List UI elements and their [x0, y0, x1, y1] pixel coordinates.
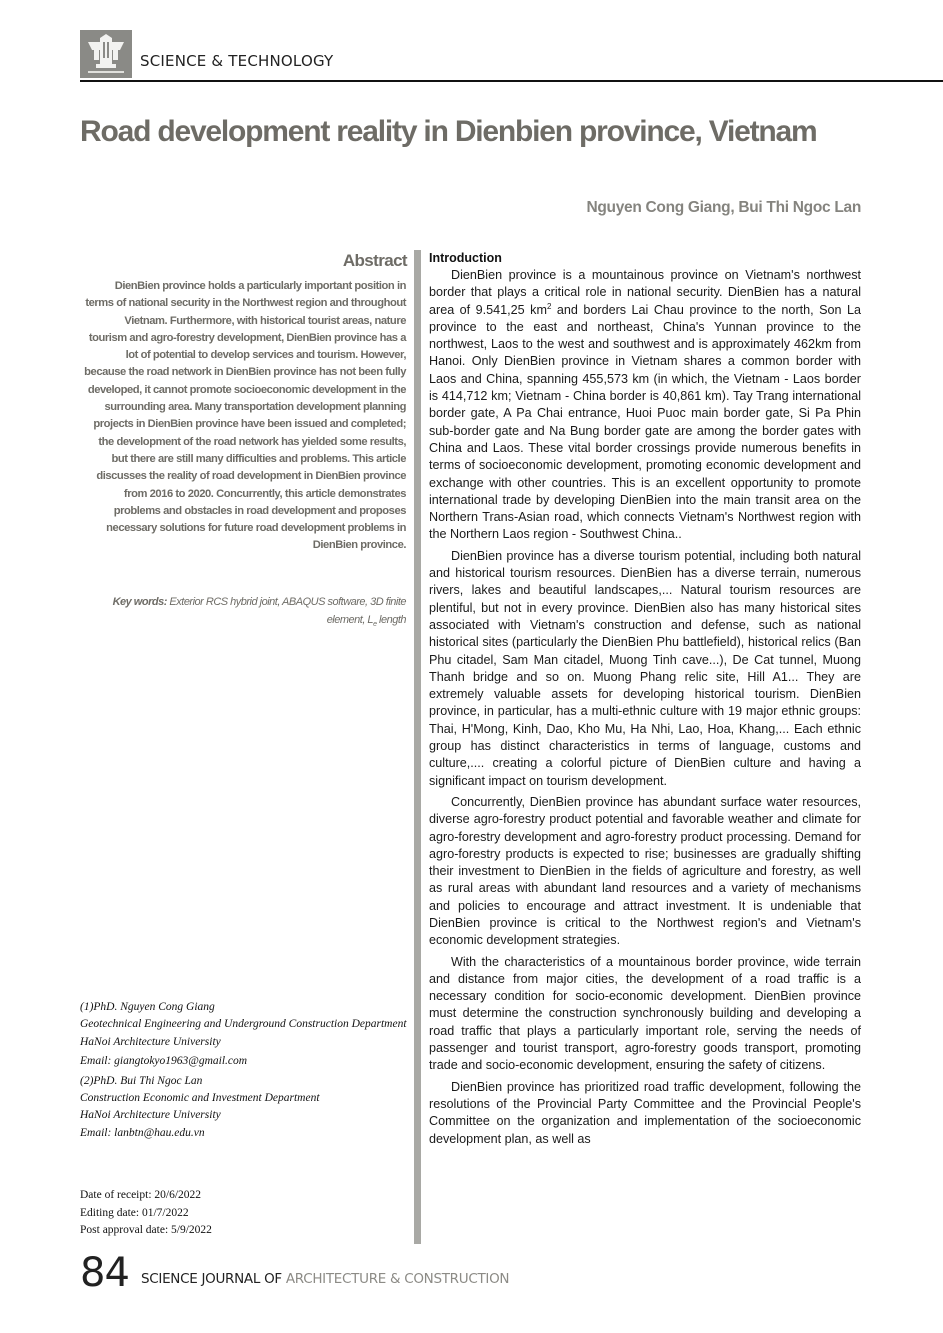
keywords-text: Exterior RCS hybrid joint, ABAQUS software, 3D finite element, L	[169, 596, 406, 626]
superscript: 2	[546, 301, 552, 311]
affiliation-1-name: (1)PhD. Nguyen Cong Giang	[80, 1001, 215, 1013]
page-number: 84	[80, 1250, 129, 1296]
intro-paragraph-1-text-cont: and borders Lai Chau province to the north, Son La province to the east and northeast, China's Yunnan province to the northwest, Laos to the west and southwest and is approximately 462km from Hanoi. Only DienBien province in Vietnam shares a common border with Laos and China, spanning 455,573 km (in which, the Vietnam - Laos border is 414,712 km; Vietnam - China border is 40,861 km). Tay Trang international border gate, A Pa Chai entrance, Huoi Puoc main border gate, Si Pa Phin sub-border gate and Na Bung border gate are among the border gates with China and Laos. These vital border crossings provide numerous benefits in terms of socioeconomic development, promoting economic development and exchange with other countries. This is an excellent opportunity to promote international trade by developing DienBien into the main transit area on the Northern Trans-Asian road, which connects Vietnam's Northwest region with the Northern Laos region - Southwest China..	[429, 302, 862, 542]
journal-name	[141, 1271, 509, 1287]
intro-paragraph-4: With the characteristics of a mountainous border province, wide terrain and distance from major cities, the development of a road traffic is a necessary condition for socio-economic development. DienBien province must determine the construction synchronously building and developing a road traffic that plays a particularly important role, serving the needs of passenger and tourist transport, agro-forestry goods transport, promoting trade and socio-economic development, ensuring the safety of citizens.	[429, 954, 861, 1073]
article-authors: Nguyen Cong Giang, Bui Thi Ngoc Lan	[586, 199, 861, 216]
affiliation-1-department: Geotechnical Engineering and Underground Construction Department	[80, 1018, 407, 1031]
affiliation-1-email[interactable]: Email: giangtokyo1963@gmail.com	[80, 1055, 248, 1068]
keywords-label: Key words:	[112, 596, 167, 608]
author-affiliations	[80, 999, 410, 1142]
intro-paragraph-5: DienBien province has prioritized road traffic development, following the resolutions of the Provincial Party Committee and the Provincial People's Committee on the organization and implementation of the socioeconomic development plan, as well as	[429, 1079, 861, 1146]
affiliation-2-department: Construction Economic and Investment Department	[80, 1092, 320, 1105]
university-logo-icon	[80, 30, 132, 78]
page-header	[80, 30, 943, 82]
affiliation-2-name: (2)PhD. Bui Thi Ngoc Lan	[80, 1074, 203, 1087]
intro-paragraph-1	[429, 267, 861, 544]
column-divider-bar	[414, 250, 421, 1244]
affiliation-2-email[interactable]: Email: lanbtn@hau.edu.vn	[80, 1126, 205, 1139]
intro-paragraph-3: Concurrently, DienBien province has abundant surface water resources, diverse agro-forestry product potential and favorable weather and climate for agro-forestry development and agro-forestry product processing. Demand for agro-forestry products is expected to rise; businesses are gradually shifting their investment to DienBien in the fields of agriculture and forestry, as well as rural areas with abundant land resources and a variety of mechanisms and policies to encourage and attract investment. It is undeniable that DienBien province is critical to the Northwest region's and Vietnam's economic development strategies.	[429, 794, 861, 948]
section-label: SCIENCE & TECHNOLOGY	[140, 52, 334, 70]
abstract-body: DienBien province holds a particularly important position in terms of national security in the Northwest region and throughout Vietnam. Furthermore, with historical tourist areas, nature tourism and agro-forestry development, DienBien province has a lot of potential to develop services and tourism. However, because the road network in DienBien province has not been fully developed, it cannot promote socioeconomic development in the surrounding area. Many transportation development planning projects in DienBien province have been issued and completed; the development of the road network has yielded some results, but there are still many difficulties and problems. This article discusses the reality of road development in DienBien province from 2016 to 2020. Concurrently, this article demonstrates problems and obstacles in road development and proposes necessary solutions for future road development problems in DienBien province.	[84, 280, 406, 552]
header-divider	[80, 80, 943, 82]
article-title: Road development reality in Dienbien province, Vietnam	[80, 115, 817, 148]
post-approval-date: Post approval date: 5/9/2022	[80, 1224, 212, 1236]
introduction-section	[429, 250, 861, 1152]
editing-date: Editing date: 01/7/2022	[80, 1206, 189, 1219]
keywords-tail: length	[376, 613, 406, 626]
introduction-heading: Introduction	[429, 251, 502, 265]
affiliation-1-university: HaNoi Architecture University	[80, 1035, 221, 1048]
journal-name-dark: SCIENCE JOURNAL OF	[141, 1271, 286, 1287]
intro-paragraph-1-text: DienBien province is a mountainous province on Vietnam's northwest border that plays a critical role in national security. DienBien has a natural area of 9.541,25 km	[429, 268, 861, 317]
journal-name-light: ARCHITECTURE & CONSTRUCTION	[285, 1271, 510, 1287]
keywords	[84, 594, 406, 633]
affiliation-2-university: HaNoi Architecture University	[80, 1109, 221, 1122]
abstract-heading: Abstract	[342, 251, 407, 270]
keywords-subscript: e	[373, 620, 377, 628]
article-dates	[80, 1187, 380, 1240]
date-of-receipt: Date of receipt: 20/6/2022	[80, 1189, 202, 1201]
intro-paragraph-2: DienBien province has a diverse tourism potential, including both natural and historical tourism resources. DienBien has a diverse terrain, numerous rivers, lakes and beautiful landscapes,... Natural tourism resources are plentiful, but not in every province. DienBien also has many historical sites associated with Vietnam's construction and defense, such as national historical sites (particularly the DienBien Phu battlefield), historical relics (Ban Phu citadel, Sam Man citadel, Muong Tinh cave...), De Cat tunnel, Muong Thanh bridge and so on. Muong Phang relic site, Hill A1... They are extremely valuable assets for developing historical tourism. DienBien province, in particular, has a multi-ethnic culture with 19 major ethnic groups: Thai, H'Mong, Kinh, Dao, Kho Mu, Ha Nhi, Lao, Hoa, Khang,... Each ethnic group has distinct characteristics in terms of language, customs and culture,.... creating a colorful picture of DienBien culture and having a significant impact on tourism development.	[429, 548, 861, 788]
